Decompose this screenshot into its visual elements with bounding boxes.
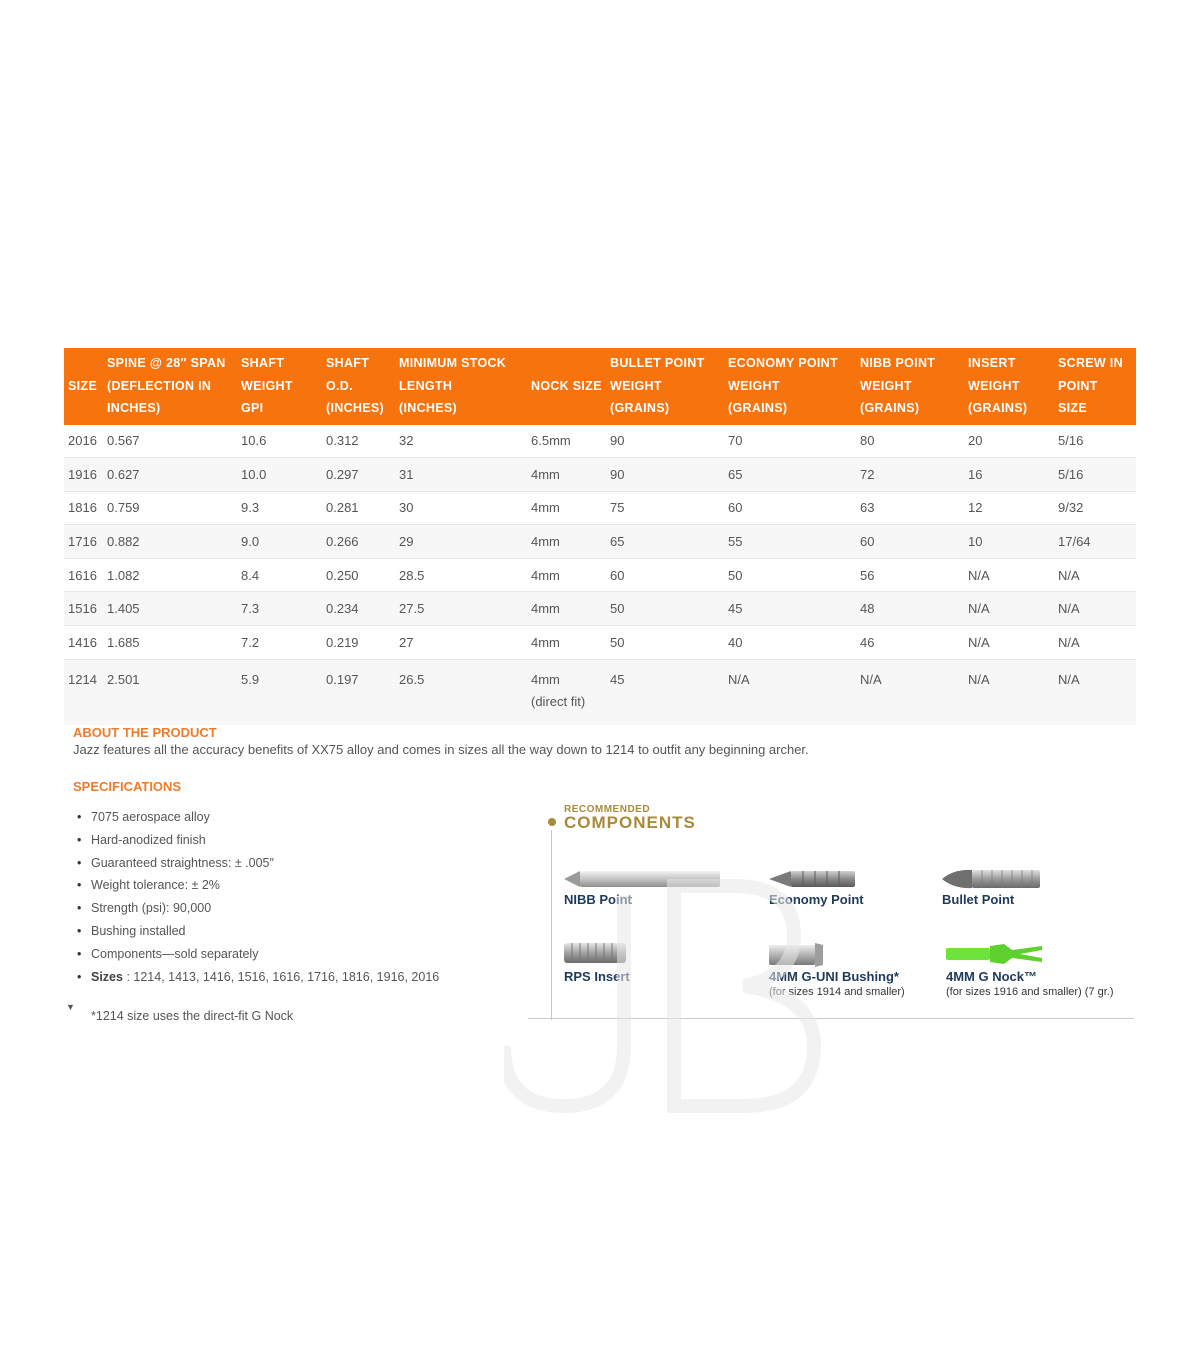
table-cell: N/A xyxy=(1054,592,1136,626)
component-note: (for sizes 1914 and smaller) xyxy=(769,986,905,998)
table-cell: 45 xyxy=(606,659,724,725)
table-cell: 56 xyxy=(856,558,964,592)
table-cell: 0.759 xyxy=(103,491,237,525)
table-cell: 5.9 xyxy=(237,659,322,725)
table-cell: 0.567 xyxy=(103,425,237,458)
table-cell: 9/32 xyxy=(1054,491,1136,525)
table-cell: 0.197 xyxy=(322,659,395,725)
product-spec-sheet xyxy=(64,348,1136,1026)
table-cell: 8.4 xyxy=(237,558,322,592)
table-cell: N/A xyxy=(964,592,1054,626)
bullet-point-icon xyxy=(942,866,1044,892)
table-cell: 16 xyxy=(964,458,1054,492)
table-cell: 29 xyxy=(395,525,527,559)
col-header-min-length: MINIMUM STOCK LENGTH (INCHES) xyxy=(395,348,527,425)
table-row xyxy=(64,525,1136,559)
table-cell: 60 xyxy=(724,491,856,525)
table-cell: 60 xyxy=(856,525,964,559)
table-row xyxy=(64,592,1136,626)
specifications-list xyxy=(73,806,439,988)
col-header-insert-weight: INSERT WEIGHT (GRAINS) xyxy=(964,348,1054,425)
list-item: • Bushing installed xyxy=(91,920,439,943)
table-cell: 0.312 xyxy=(322,425,395,458)
list-item xyxy=(91,966,439,989)
bullet-dot-icon xyxy=(548,818,556,826)
table-cell: N/A xyxy=(724,659,856,725)
col-header-shaft-od: SHAFT O.D. (INCHES) xyxy=(322,348,395,425)
table-row xyxy=(64,458,1136,492)
table-cell: 50 xyxy=(724,558,856,592)
table-cell: 0.266 xyxy=(322,525,395,559)
table-cell: 5/16 xyxy=(1054,425,1136,458)
table-cell: 70 xyxy=(724,425,856,458)
col-header-shaft-weight: SHAFT WEIGHT GPI xyxy=(237,348,322,425)
table-cell: N/A xyxy=(964,659,1054,725)
table-header-row xyxy=(64,348,1136,425)
table-cell: 0.882 xyxy=(103,525,237,559)
col-header-screw-in: SCREW IN POINT SIZE xyxy=(1054,348,1136,425)
table-cell: 0.281 xyxy=(322,491,395,525)
table-cell: 6.5mm xyxy=(527,425,606,458)
table-cell: 0.219 xyxy=(322,626,395,660)
component-name: Bullet Point xyxy=(942,892,1015,907)
table-cell: 63 xyxy=(856,491,964,525)
table-cell: 4mm xyxy=(527,458,606,492)
table-cell: 9.0 xyxy=(237,525,322,559)
table-cell: 50 xyxy=(606,592,724,626)
sizes-label: Sizes xyxy=(91,969,123,984)
table-cell: 40 xyxy=(724,626,856,660)
table-cell: 80 xyxy=(856,425,964,458)
footnote: *1214 size uses the direct-fit G Nock xyxy=(91,1009,294,1023)
component-name: RPS Insert xyxy=(564,969,630,984)
list-item: • Weight tolerance: ± 2% xyxy=(91,874,439,897)
table-row xyxy=(64,659,1136,725)
table-cell: 45 xyxy=(724,592,856,626)
component-name: 4MM G Nock™ xyxy=(946,969,1038,984)
table-cell: 17/64 xyxy=(1054,525,1136,559)
table-cell: 72 xyxy=(856,458,964,492)
table-cell: N/A xyxy=(964,558,1054,592)
table-cell: 1916 xyxy=(64,458,103,492)
table-cell: 20 xyxy=(964,425,1054,458)
table-cell: 90 xyxy=(606,425,724,458)
table-cell: 10 xyxy=(964,525,1054,559)
about-text: Jazz features all the accuracy benefits of XX75 alloy and comes in sizes all the way down to 1214 to outfit any beginning archer. xyxy=(73,742,809,757)
table-row xyxy=(64,425,1136,458)
table-cell: 0.250 xyxy=(322,558,395,592)
table-row xyxy=(64,491,1136,525)
table-cell: 4mm xyxy=(527,525,606,559)
table-cell: 1214 xyxy=(64,659,103,725)
col-header-nock-size: NOCK SIZE xyxy=(527,348,606,425)
table-cell: 9.3 xyxy=(237,491,322,525)
table-cell: 7.2 xyxy=(237,626,322,660)
table-cell: 4mm xyxy=(527,592,606,626)
table-cell: 0.297 xyxy=(322,458,395,492)
table-cell: 5/16 xyxy=(1054,458,1136,492)
components-title: COMPONENTS xyxy=(564,813,696,832)
table-cell: 0.234 xyxy=(322,592,395,626)
list-item: • Hard-anodized finish xyxy=(91,829,439,852)
table-cell: 27 xyxy=(395,626,527,660)
table-cell: 1.082 xyxy=(103,558,237,592)
direct-fit-note: (direct fit) xyxy=(531,693,586,709)
nock-size-value: 4mm xyxy=(531,671,560,687)
recommended-label: RECOMMENDED xyxy=(564,804,651,815)
table-cell: 32 xyxy=(395,425,527,458)
table-cell: 31 xyxy=(395,458,527,492)
table-cell: 65 xyxy=(724,458,856,492)
table-cell: 7.3 xyxy=(237,592,322,626)
about-heading: ABOUT THE PRODUCT xyxy=(73,725,217,740)
table-cell: 75 xyxy=(606,491,724,525)
col-header-spine: SPINE @ 28″ SPAN (DEFLECTION IN INCHES) xyxy=(103,348,237,425)
table-cell xyxy=(527,659,606,725)
table-row xyxy=(64,558,1136,592)
table-cell: 50 xyxy=(606,626,724,660)
table-cell: 1516 xyxy=(64,592,103,626)
watermark-logo-icon xyxy=(504,876,834,1136)
caret-down-icon: ▼ xyxy=(66,1002,75,1012)
table-cell: 65 xyxy=(606,525,724,559)
col-header-bullet-point: BULLET POINT WEIGHT (GRAINS) xyxy=(606,348,724,425)
component-name: 4MM G-UNI Bushing* xyxy=(769,969,899,984)
table-cell: 60 xyxy=(606,558,724,592)
table-cell: 1816 xyxy=(64,491,103,525)
table-cell: N/A xyxy=(964,626,1054,660)
table-cell: 10.6 xyxy=(237,425,322,458)
component-note: (for sizes 1916 and smaller) (7 gr.) xyxy=(946,986,1114,998)
specifications-heading: SPECIFICATIONS xyxy=(73,779,182,794)
list-item: • 7075 aerospace alloy xyxy=(91,806,439,829)
table-cell: 4mm xyxy=(527,558,606,592)
table-cell: 28.5 xyxy=(395,558,527,592)
table-cell: 1416 xyxy=(64,626,103,660)
table-cell: 46 xyxy=(856,626,964,660)
table-cell: N/A xyxy=(856,659,964,725)
table-cell: 1.685 xyxy=(103,626,237,660)
table-cell: 1.405 xyxy=(103,592,237,626)
table-cell: 12 xyxy=(964,491,1054,525)
table-cell: 27.5 xyxy=(395,592,527,626)
table-cell: N/A xyxy=(1054,558,1136,592)
table-cell: 4mm xyxy=(527,626,606,660)
spec-table xyxy=(64,348,1136,725)
nock-icon xyxy=(946,939,1046,969)
table-cell: 30 xyxy=(395,491,527,525)
list-item: • Strength (psi): 90,000 xyxy=(91,897,439,920)
table-cell: 0.627 xyxy=(103,458,237,492)
table-cell: N/A xyxy=(1054,659,1136,725)
component-name: Economy Point xyxy=(769,892,864,907)
table-cell: 2016 xyxy=(64,425,103,458)
table-cell: 48 xyxy=(856,592,964,626)
component-name: NIBB Point xyxy=(564,892,632,907)
col-header-economy-point: ECONOMY POINT WEIGHT (GRAINS) xyxy=(724,348,856,425)
table-cell: 1616 xyxy=(64,558,103,592)
table-cell: 2.501 xyxy=(103,659,237,725)
component-g-nock xyxy=(946,939,1114,998)
list-item: • Components—sold separately xyxy=(91,943,439,966)
table-cell: 4mm xyxy=(527,491,606,525)
table-cell: 10.0 xyxy=(237,458,322,492)
table-cell: 26.5 xyxy=(395,659,527,725)
col-header-size: SIZE xyxy=(64,348,103,425)
col-header-nibb-point: NIBB POINT WEIGHT (GRAINS) xyxy=(856,348,964,425)
sizes-value: : 1214, 1413, 1416, 1516, 1616, 1716, 1816, 1916, 2016 xyxy=(122,969,440,984)
table-row xyxy=(64,626,1136,660)
component-bullet-point xyxy=(942,866,1044,907)
table-cell: 90 xyxy=(606,458,724,492)
list-item: • Guaranteed straightness: ± .005″ xyxy=(91,852,439,875)
table-cell: N/A xyxy=(1054,626,1136,660)
table-cell: 1716 xyxy=(64,525,103,559)
table-cell: 55 xyxy=(724,525,856,559)
